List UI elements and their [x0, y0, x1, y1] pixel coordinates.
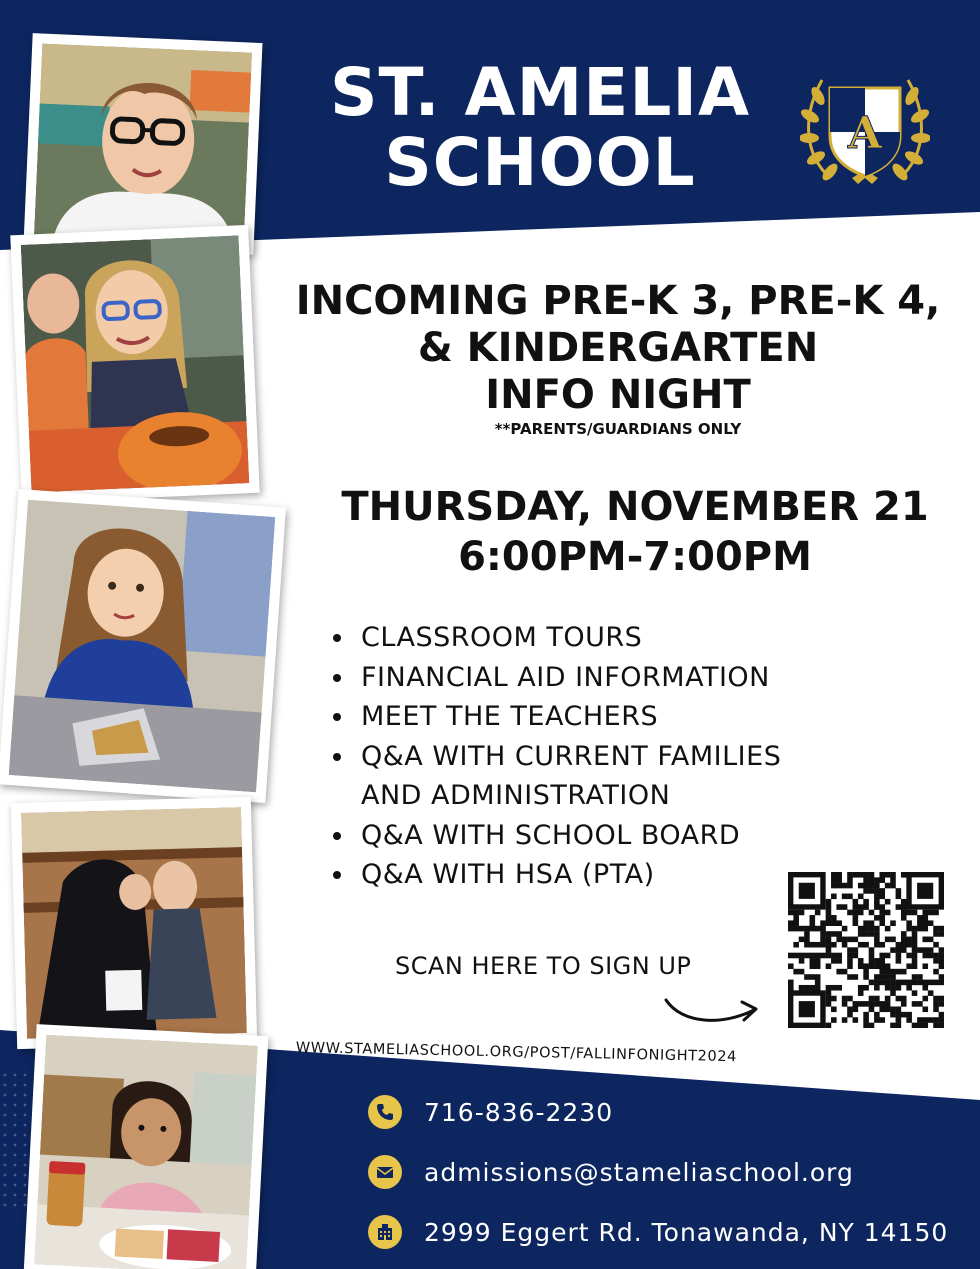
audience-note: **PARENTS/GUARDIANS ONLY: [494, 420, 742, 438]
qr-code[interactable]: [788, 872, 944, 1028]
photo-girl-jersey: [0, 489, 286, 803]
agenda-item: Q&A WITH CURRENT FAMILIES AND ADMINISTRATION: [330, 737, 810, 816]
agenda-list: [330, 618, 810, 895]
headline-line1: INCOMING PRE-K 3, PRE-K 4,: [295, 278, 941, 324]
contact-email[interactable]: [368, 1155, 854, 1189]
event-date: THURSDAY, NOVEMBER 21: [341, 484, 929, 530]
agenda-item: CLASSROOM TOURS: [330, 618, 810, 658]
email-address: admissions@stameliaschool.org: [424, 1157, 854, 1187]
contact-phone[interactable]: [368, 1095, 613, 1129]
agenda-item: FINANCIAL AID INFORMATION: [330, 658, 810, 698]
headline-line2: & KINDERGARTEN: [417, 325, 819, 371]
school-name-line1: ST. AMELIA: [329, 54, 751, 131]
envelope-icon: [368, 1155, 402, 1189]
event-headline: [262, 278, 974, 419]
event-datetime: [300, 482, 970, 582]
photo-girl-sandwich: [24, 1024, 269, 1269]
agenda-item: Q&A WITH HSA (PTA): [330, 855, 810, 895]
event-time: 6:00PM-7:00PM: [458, 534, 812, 580]
crest-icon: [800, 66, 930, 191]
headline-line3: INFO NIGHT: [485, 372, 751, 418]
signup-url[interactable]: WWW.STAMELIASCHOOL.ORG/POST/FALLINFONIGHT2024: [295, 1040, 738, 1066]
scan-label: SCAN HERE TO SIGN UP: [395, 952, 692, 980]
agenda-item: MEET THE TEACHERS: [330, 697, 810, 737]
contact-address[interactable]: [368, 1215, 948, 1249]
crest-letter: A: [847, 108, 883, 159]
photo-girl-pumpkin: [10, 225, 259, 503]
photo-boy-glasses: [23, 33, 262, 255]
phone-icon: [368, 1095, 402, 1129]
school-name-line2: SCHOOL: [384, 124, 696, 201]
agenda-item: Q&A WITH SCHOOL BOARD: [330, 816, 810, 856]
street-address: 2999 Eggert Rd. Tonawanda, NY 14150: [424, 1217, 949, 1247]
arrow-icon: [662, 990, 762, 1030]
photo-teacher-student: [11, 797, 257, 1049]
phone-number: 716-836-2230: [424, 1097, 614, 1127]
building-icon: [368, 1215, 402, 1249]
school-name: [290, 54, 790, 201]
